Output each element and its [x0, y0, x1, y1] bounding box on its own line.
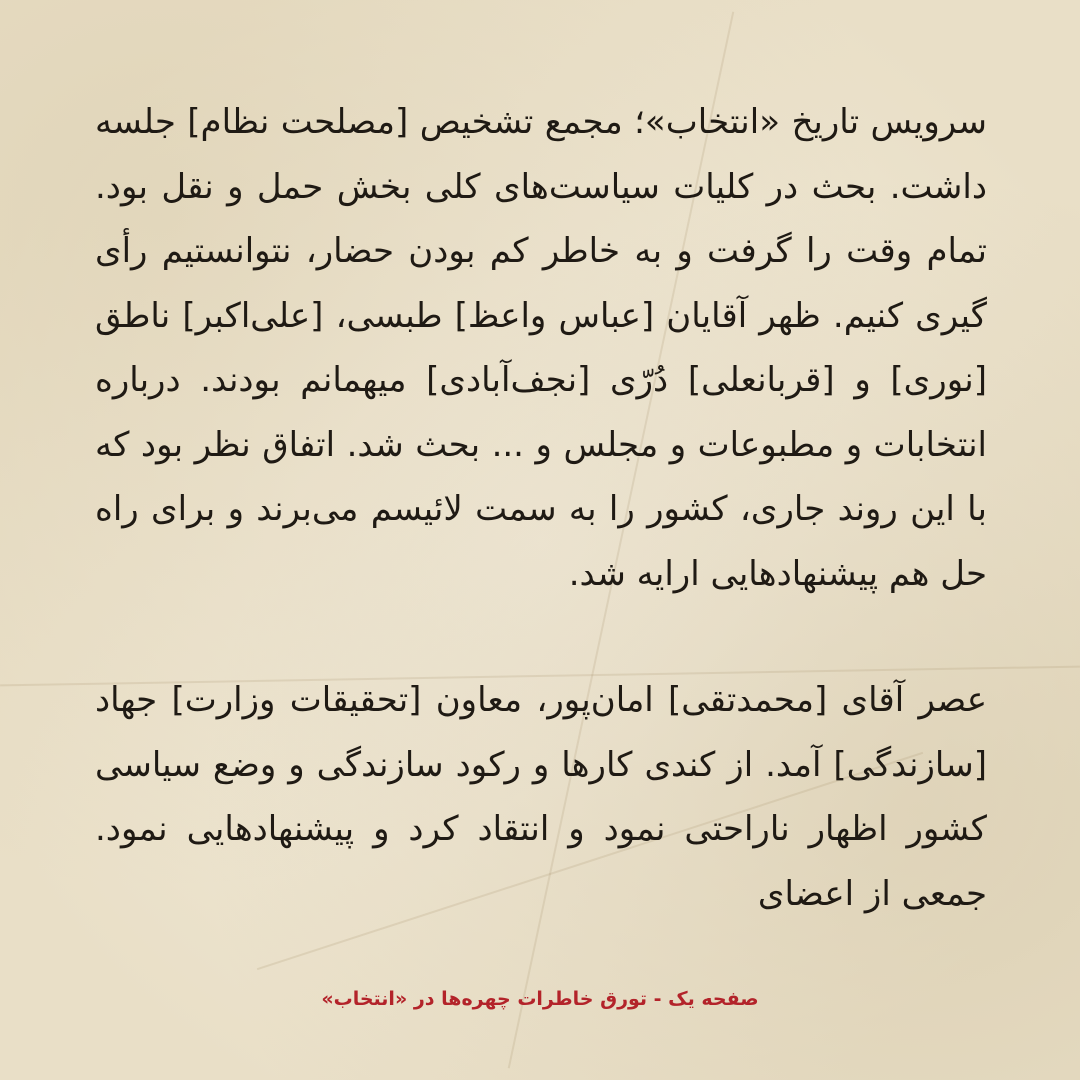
paragraph-1: سرویس تاریخ «انتخاب»؛ مجمع تشخیص [مصلحت نظام] جلسه داشت. بحث در کلیات سیاست‌های کلی بخش حمل و نقل بود. تمام وقت را گرفت و به خاطر کم بودن حضار، نتوانستیم رأی گیری کنیم. ظهر آقایان [عباس واعظ] طبسی، [علی‌اکبر] ناطق [نوری] و [قربانعلی] دُرّی [نجف‌آبادی] میهمانم بودند. درباره انتخابات و مطبوعات و مجلس و ... بحث شد. اتفاق نظر بود که با این روند جاری، کشور را به سمت لائیسم می‌برند و برای راه حل هم پیشنهادهایی ارایه شد. — [95, 102, 987, 594]
paragraph-2: عصر آقای [محمدتقی] امان‌پور، معاون [تحقیقات وزارت] جهاد [سازندگی] آمد. از کندی کارها و رکود سازندگی و وضع سیاسی کشور اظهار ناراحتی نمود و انتقاد کرد و پیشنهادهایی نمود. جمعی از اعضای — [95, 680, 987, 914]
article-body — [95, 90, 987, 960]
page-footer-caption: صفحه یک - تورق خاطرات چهره‌ها در «انتخاب» — [321, 988, 759, 1010]
